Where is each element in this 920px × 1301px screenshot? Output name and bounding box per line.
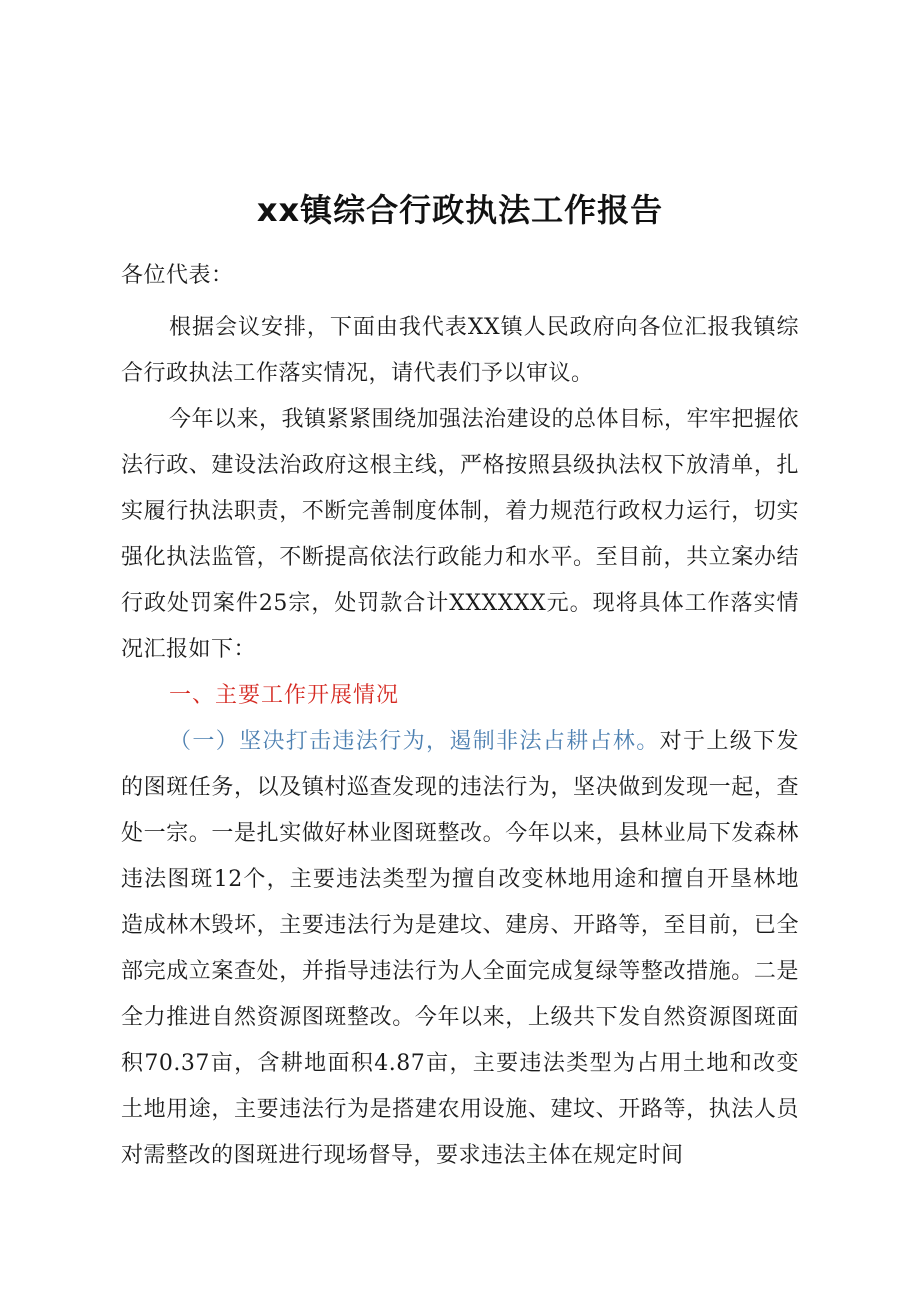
subsection-text: 对于上级下发的图斑任务，以及镇村巡查发现的违法行为，坚决做到发现一起，查处一宗。一是扎实做好林业图斑整改。今年以来，县林业局下发森林违法图斑12个，主要违法类型为擅自改变林地用途和擅自开垦林地造成林木毁坏，主要违法行为是建坟、建房、开路等，至目前，已全部完成立案查处，并指导违法行为人全面完成复绿等整改措施。二是全力推进自然资源图斑整改。今年以来，上级共下发自然资源图斑面积70.37亩，含耕地面积4.87亩，主要违法类型为占用土地和改变土地用途，主要违法行为是搭建农用设施、建坟、开路等，执法人员对需整改的图斑进行现场督导，要求违法主体在规定时间 [121, 729, 799, 1168]
paragraph-overview: 今年以来，我镇紧紧围绕加强法治建设的总体目标，牢牢把握依法行政、建设法治政府这根主线，严格按照县级执法权下放清单，扎实履行执法职责，不断完善制度体制，着力规范行政权力运行，切实强化执法监管，不断提高依法行政能力和水平。至目前，共立案办结行政处罚案件25宗，处罚款合计XXXXXX元。现将具体工作落实情况汇报如下： [121, 407, 800, 662]
subsection-heading: （一）坚决打击违法行为，遏制非法占耕占林。 [169, 729, 660, 754]
document-title: xx镇综合行政执法工作报告 [256, 191, 664, 229]
document-body [121, 253, 799, 1179]
subsection-paragraph [121, 719, 799, 1179]
paragraph-intro: 根据会议安排，下面由我代表XX镇人民政府向各位汇报我镇综合行政执法工作落实情况，请代表们予以审议。 [121, 315, 799, 386]
salutation: 各位代表： [121, 263, 234, 288]
section-heading: 一、主要工作开展情况 [169, 683, 400, 708]
